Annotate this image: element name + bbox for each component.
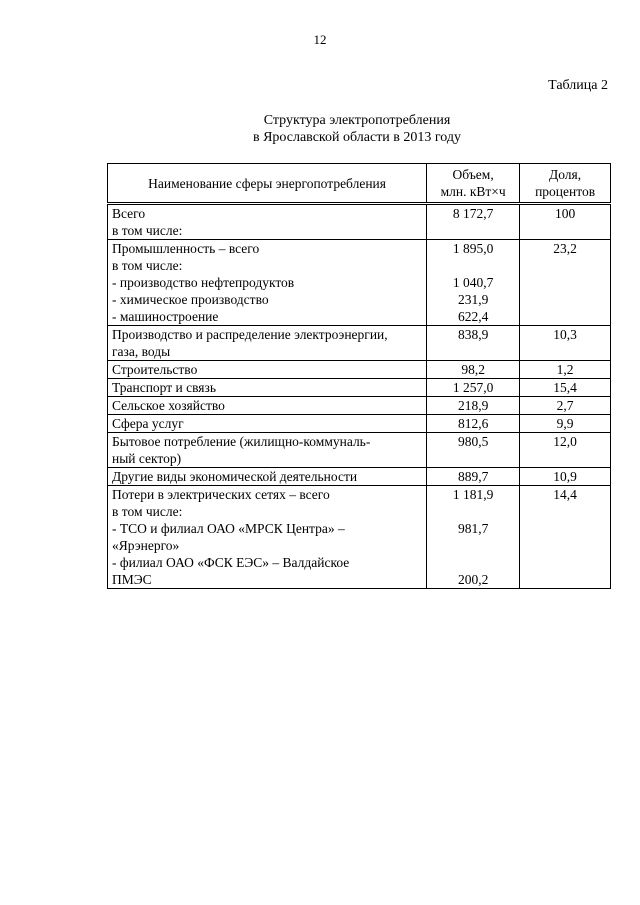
sphere-name-line: Строительство <box>112 362 198 377</box>
cell-volume <box>427 433 520 468</box>
table-row <box>108 433 611 468</box>
table-row <box>108 326 611 361</box>
sphere-name-line: газа, воды <box>112 344 171 359</box>
table-row <box>108 486 611 589</box>
volume-value: 981,7 <box>457 521 489 536</box>
table-label: Таблица 2 <box>548 78 608 93</box>
sphere-name-line: - филиал ОАО «ФСК ЕЭС» – Валдайское <box>112 555 350 570</box>
cell-sphere-name <box>108 379 427 397</box>
cell-sphere-name <box>108 397 427 415</box>
table-row <box>108 379 611 397</box>
sphere-name-line: ПМЭС <box>112 572 152 587</box>
volume-value: 1 895,0 <box>452 241 494 256</box>
cell-sphere-name <box>108 468 427 486</box>
cell-share: 10,9 <box>520 468 611 486</box>
cell-sphere-name <box>108 415 427 433</box>
sphere-name-line: - ТСО и филиал ОАО «МРСК Центра» – <box>112 521 345 536</box>
cell-share: 1,2 <box>520 361 611 379</box>
sphere-name-line: - производство нефтепродуктов <box>112 275 295 290</box>
cell-sphere-name <box>108 486 427 589</box>
cell-share: 2,7 <box>520 397 611 415</box>
cell-volume <box>427 415 520 433</box>
table-body <box>108 204 611 589</box>
volume-value: 218,9 <box>457 398 489 413</box>
sphere-name-line: Потери в электрических сетях – всего <box>112 487 330 502</box>
electricity-consumption-table <box>107 163 611 589</box>
volume-value <box>431 554 515 571</box>
cell-sphere-name <box>108 361 427 379</box>
cell-sphere-name <box>108 433 427 468</box>
cell-volume <box>427 204 520 240</box>
sphere-name-line: Производство и распределение электроэнергии, <box>112 327 388 342</box>
volume-value: 812,6 <box>457 416 489 431</box>
sphere-name-line: в том числе: <box>112 223 183 238</box>
sphere-name-line: Сфера услуг <box>112 416 184 431</box>
sphere-name-line: «Ярэнерго» <box>112 538 180 553</box>
volume-value <box>431 537 515 554</box>
table-row <box>108 204 611 240</box>
volume-value: 622,4 <box>457 309 489 324</box>
volume-value <box>431 503 515 520</box>
table-row <box>108 468 611 486</box>
cell-volume <box>427 326 520 361</box>
sphere-name-line: Промышленность – всего <box>112 241 260 256</box>
volume-value <box>431 257 515 274</box>
volume-value: 8 172,7 <box>452 206 494 221</box>
cell-volume <box>427 397 520 415</box>
table-title-line-2: в Ярославской области в 2013 году <box>252 130 462 145</box>
volume-value: 200,2 <box>457 572 489 587</box>
table-row <box>108 361 611 379</box>
table-row <box>108 240 611 326</box>
sphere-name-line: Сельское хозяйство <box>112 398 225 413</box>
volume-value: 1 040,7 <box>452 275 494 290</box>
sphere-name-line: - машиностроение <box>112 309 219 324</box>
sphere-name-line: Бытовое потребление (жилищно-коммуналь- <box>112 434 371 449</box>
sphere-name-line: Транспорт и связь <box>112 380 216 395</box>
cell-share: 100 <box>520 204 611 240</box>
cell-share: 23,2 <box>520 240 611 326</box>
sphere-name-line: ный сектор) <box>112 451 182 466</box>
table-title-line-1: Структура электропотребления <box>263 113 451 128</box>
cell-volume <box>427 240 520 326</box>
cell-share: 10,3 <box>520 326 611 361</box>
volume-value: 980,5 <box>457 434 489 449</box>
table-title <box>0 112 640 146</box>
cell-share: 12,0 <box>520 433 611 468</box>
cell-volume <box>427 486 520 589</box>
cell-volume <box>427 379 520 397</box>
cell-share: 14,4 <box>520 486 611 589</box>
header-volume: Объем, млн. кВт×ч <box>427 164 520 204</box>
cell-sphere-name <box>108 326 427 361</box>
cell-sphere-name <box>108 240 427 326</box>
sphere-name-line: в том числе: <box>112 504 183 519</box>
page-number: 12 <box>313 32 327 47</box>
sphere-name-line: Всего <box>112 206 146 221</box>
table-header-row <box>108 164 611 204</box>
volume-value: 231,9 <box>457 292 489 307</box>
sphere-name-line: Другие виды экономической деятельности <box>112 469 358 484</box>
table-row <box>108 397 611 415</box>
cell-volume <box>427 361 520 379</box>
table-row <box>108 415 611 433</box>
header-share: Доля, процентов <box>520 164 611 204</box>
header-sphere: Наименование сферы энергопотребления <box>108 164 427 204</box>
volume-value: 1 181,9 <box>452 487 494 502</box>
volume-value: 98,2 <box>461 362 485 377</box>
cell-share: 9,9 <box>520 415 611 433</box>
volume-value: 1 257,0 <box>452 380 494 395</box>
sphere-name-line: - химическое производство <box>112 292 269 307</box>
volume-value: 838,9 <box>457 327 489 342</box>
cell-share: 15,4 <box>520 379 611 397</box>
volume-value: 889,7 <box>457 469 489 484</box>
cell-volume <box>427 468 520 486</box>
sphere-name-line: в том числе: <box>112 258 183 273</box>
cell-sphere-name <box>108 204 427 240</box>
